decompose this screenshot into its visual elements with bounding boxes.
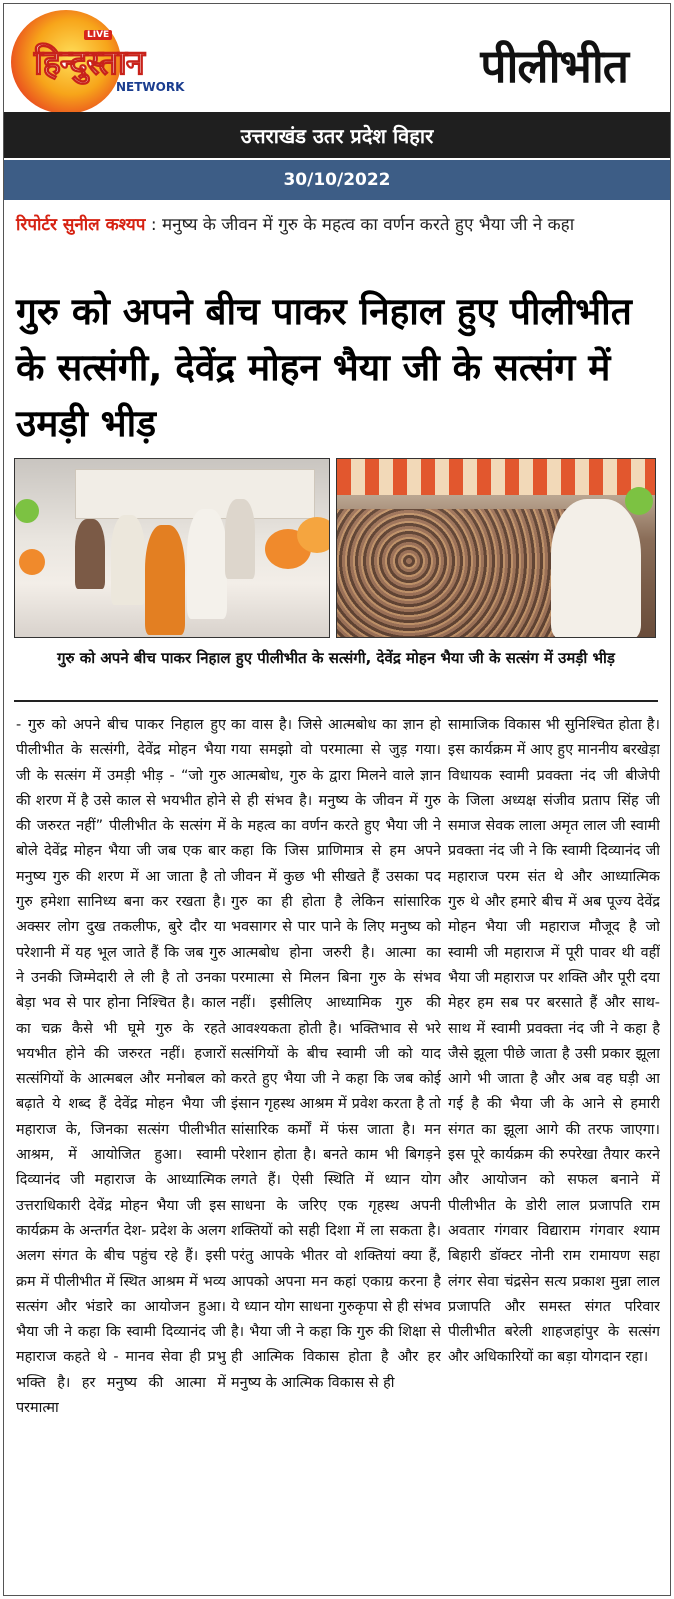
stage-banner — [75, 469, 315, 519]
masthead — [4, 4, 670, 112]
publication-date: 30/10/2022 — [283, 170, 391, 190]
person-figure — [75, 519, 105, 589]
date-band — [4, 160, 670, 200]
reporter-name: रिपोर्टर सुनील कश्यप — [16, 215, 146, 235]
event-photo-stage — [14, 458, 330, 638]
person-figure — [187, 509, 227, 619]
edition-line: उत्तराखंड उतर प्रदेश विहार — [240, 123, 434, 148]
event-photo-crowd — [336, 458, 656, 638]
article-column-1: - गुरु को अपने बीच पाकर निहाल हुए पीलीभीत के सत्संगी, देवेंद्र मोहन भैया जी के सत्संग में उमड़ी भीड़ - “जो गुरु की शरण में है उसे काल से भयभीत होने की जरुरत नहीं” पीलीभीत के सत्संग में बोले देवेंद्र मोहन भैया जी जब एक बार मनुष्य गुरु की शरण में आ जाता है तो गुरु हमेशा सानिध्य बना कर रखता है। अक्सर लोग दुख तकलीफ, बुरे दौर या परेशानी में यह भूल जाते हैं कि जब गुरु ने उनकी जिम्मेदारी ले ली है तो उनका बेड़ा भव से पार होना निश्चित है। काल का चक्र कैसे भी घूमे गुरु के रहते भयभीत होने की जरुरत नहीं। हजारों सत्संगियों के आत्मबल और मनोबल को बढ़ाते ये शब्द हैं देवेंद्र मोहन भैया जी महाराज के, जिनका सत्संग पीलीभीत आश्रम, में आयोजित हुआ। स्वामी दिव्यानंद जी महाराज के आध्यात्मिक उत्तराधिकारी देवेंद्र मोहन भैया जी इस कार्यक्रम के अन्तर्गत देश- प्रदेश के अलग अलग संगत के बीच पहुंच रहे हैं। इसी क्रम में पीलीभीत में स्थित आश्रम में भव्य सत्संग और भंडारे का आयोजन हुआ। भैया जी ने कहा कि स्वामी दिव्यानंद जी महाराज कहते थे - मानव सेवा ही प्रभु भक्ति है। हर मनुष्य की आत्मा में परमात्मा — [16, 717, 226, 1417]
speaker-figure — [551, 499, 641, 638]
balloon-shape — [625, 487, 653, 515]
divider — [14, 700, 658, 702]
city-name: पीलीभीत — [480, 39, 628, 93]
person-figure — [225, 499, 255, 579]
article-column-2: का वास है। जिसे आत्मबोध का ज्ञान हो गया समझो वो परमात्मा से जुड़ गया। आत्मबोध, गुरु के द्वारा मिलने वाले ज्ञान से ही संभव है। मनुष्य के जीवन में गुरु के महत्व का वर्णन करते हुए भैया जी ने कहा कि जिस प्राणिमात्र से हम अपने जीवन में कुछ भी सीखते हैं उसका पद गुरु का ही होता है लेकिन सांसारिक भवसागर से पार पाने के लिए मनुष्य को आत्मबोध होना जरुरी है। आत्मा का परमात्मा से मिलन बिना गुरु के संभव नहीं। इसीलिए आध्यामिक गुरु की आवश्यकता होती है। भक्तिभाव से भरे सत्संगियों के बीच स्वामी जी को याद करते हुए भैया जी ने कहा कि जब कोई इंसान गृहस्थ आश्रम में प्रवेश करता है तो सांसारिक कर्मों में फंस जाता है। मन परेशान होता है। बनते काम भी बिगड़ने लगते हैं। ऐसी स्थिति में ध्यान योग साधना के जरिए एक गृहस्थ अपनी शक्तियों को सही दिशा में ला सकता है। परंतु आपके भीतर वो शक्तियां क्या हैं, आपको अपना मन कहां एकाग्र करना है ये ध्यान योग साधना गुरुकृपा से ही संभव है। भैया जी ने कहा कि गुरु की शिक्षा से ही आत्मिक विकास होता है और हर मनुष्य के आत्मिक विकास से ही — [231, 717, 441, 1391]
canopy-shape — [337, 459, 656, 495]
article-column-3: सामाजिक विकास भी सुनिश्चित होता है। इस कार्यक्रम में आए हुए माननीय बरखेड़ा विधायक स्वामी प्रवक्ता नंद जी बीजेपी के जिला अध्यक्ष संजीव प्रताप सिंह जी समाज सेवक लाला अमृत लाल जी स्वामी प्रवक्ता नंद जी ने कि स्वामी दिव्यानंद जी महाराज परम संत थे और आध्यात्मिक गुरु थे और हमारे बीच में अब पूज्य देवेंद्र मोहन भैया जी महाराज मौजूद है जो स्वामी जी महाराज में पूरी पावर थी वहीं भैया जी महाराज पर शक्ति और पूरी दया मेहर हम सब पर बरसाते हैं और साथ-साथ में स्वामी प्रवक्ता नंद जी ने कहा है जैसे झूला पीछे जाता है उसी प्रकार झूला आगे भी जाता है और अब वह घड़ी आ गई है की भैया जी के आने से हमारी संगत का झूला आगे की तरफ जाएगा। इस पूरे कार्यक्रम की रुपरेखा तैयार करने और आयोजन को सफल बनाने में पीलीभीत के डोरी लाल प्रजापति राम अवतार गंगवार विद्याराम गंगवार श्याम बिहारी डॉक्टर नोनी राम रामायण सहा लंगर सेवा चंद्रसेन सत्य प्रकाश मुन्ना लाल प्रजापति और समस्त संगत परिवार पीलीभीत बरेली शाहजहांपुर के सत्संग और अधिकारियों का बड़ा योगदान रहा। — [448, 717, 660, 1366]
balloon-shape — [19, 549, 45, 575]
logo-network-label: NETWORK — [116, 80, 185, 94]
crowd-shape — [337, 509, 577, 638]
person-figure — [145, 525, 185, 635]
reporter-summary: : मनुष्य के जीवन में गुरु के महत्व का वर्णन करते हुए भैया जी ने कहा — [145, 215, 575, 235]
logo-wordmark: हिन्दुस्तान — [34, 43, 144, 83]
reporter-line — [16, 212, 656, 238]
edition-band — [4, 112, 670, 158]
balloon-shape — [15, 499, 39, 523]
balloon-shape — [297, 517, 330, 553]
headline: गुरु को अपने बीच पाकर निहाल हुए पीलीभीत के सत्संगी, देवेंद्र मोहन भैया जी के सत्संग में उमड़ी भीड़ — [16, 290, 632, 445]
photo-caption: गुरु को अपने बीच पाकर निहाल हुए पीलीभीत के सत्संगी, देवेंद्र मोहन भैया जी के सत्संग में उमड़ी भीड़ — [57, 649, 615, 667]
logo-live-badge: LIVE — [84, 30, 112, 40]
person-figure — [111, 515, 145, 605]
